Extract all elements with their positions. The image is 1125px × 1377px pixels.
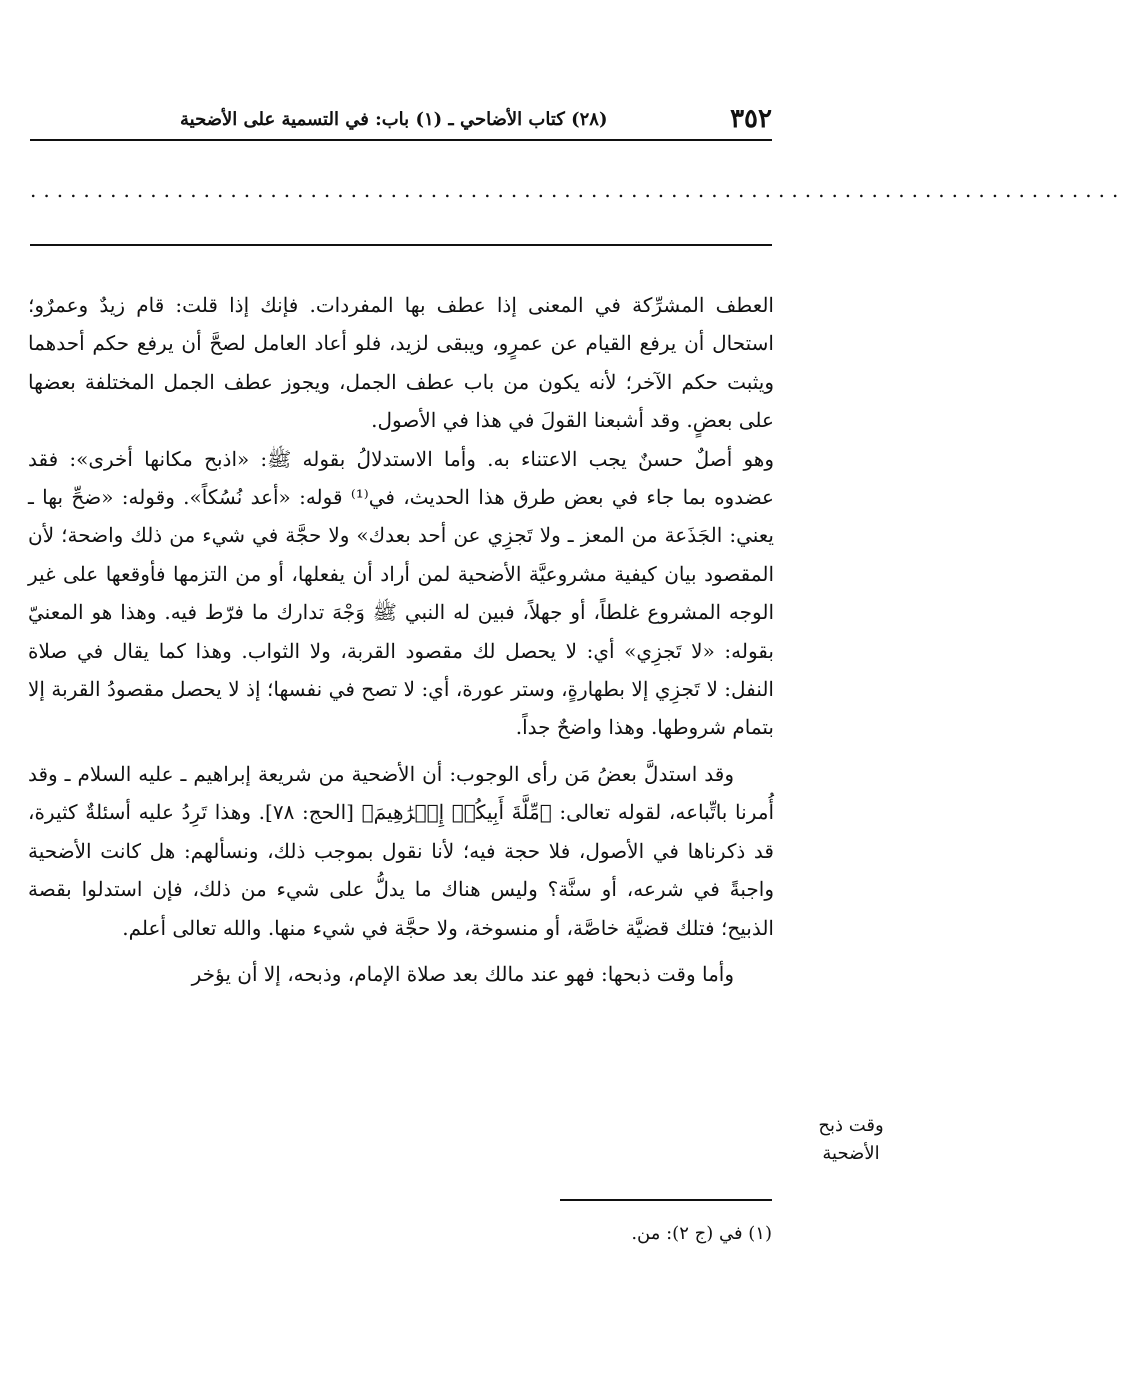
footnote: (١) في (ج ٢): من. bbox=[631, 1223, 772, 1244]
section-rule bbox=[30, 244, 772, 246]
dotted-separator: .................................................................................. bbox=[30, 178, 1125, 202]
paragraph: وقد استدلَّ بعضُ مَن رأى الوجوب: أن الأضحية من شريعة إبراهيم ـ عليه السلام ـ وقد أُمرنا باتِّباعه، لقوله تعالى: ﴿مِّلَّةَ أَبِيكُمۡ إِبۡرَٰهِيمَ﴾ [الحج: ٧٨]. وهذا تَرِدُ عليه أسئلةٌ كثيرة، قد ذكرناها في الأصول، فلا حجة فيه؛ لأنا نقول بموجب ذلك، ونسألهم: هل كانت الأضحية واجبةً في شرعه، أو سنَّة؟ وليس هناك ما يدلُّ على شيء من ذلك، فإن استدلوا بقصة الذبيح؛ فتلك قضيَّة خاصَّة، أو منسوخة، ولا حجَّة في شيء منها. والله تعالى أعلم. bbox=[28, 761, 775, 940]
body-text bbox=[28, 286, 774, 993]
page-header bbox=[30, 104, 772, 138]
header-rule bbox=[30, 139, 772, 141]
paragraph: وأما وقت ذبحها: فهو عند مالك بعد صلاة الإمام، وذبحه، إلا أن يؤخر bbox=[191, 961, 734, 986]
running-title: (٢٨) كتاب الأضاحي ـ (١) باب: في التسمية على الأضحية bbox=[180, 109, 608, 130]
paragraph: وهو أصلٌ حسنٌ يجب الاعتناء به. وأما الاستدلالُ بقوله ﷺ: «اذبح مكانها أخرى»: فقد عضدوه بما جاء في بعض طرق هذا الحديث، في⁽¹⁾ قوله: «أعد نُسُكاً». وقوله: «ضحِّ بها ـ يعني: الجَذَعة من المعز ـ ولا تَجزِي عن أحد بعدك» ولا حجَّة في شيء من ذلك واضحة؛ لأن المقصود بيان كيفية مشروعيَّة الأضحية لمن أراد أن يفعلها، أو من التزمها فأوقعها على غير الوجه المشروع غلطاً، أو جهلاً، فبين له النبي ﷺ وَجْهَ تدارك ما فرّط فيه. وهذا هو المعنيّ بقوله: «لا تَجزِي» أي: لا يحصل لك مقصود القربة، ولا الثواب. وهذا كما يقال في صلاة النفل: لا تَجزِي إلا بطهارةٍ، وستر عورة، أي: لا تصح في نفسها؛ إذ لا يحصل مقصودُ القربة إلا بتمام شروطها. وهذا واضحٌ جداً. bbox=[28, 446, 774, 740]
margin-note: وقت ذبح الأضحية bbox=[818, 1115, 884, 1164]
page-number: ٣٥٢ bbox=[730, 104, 772, 134]
paragraph: العطف المشرِّكة في المعنى إذا عطف بها المفردات. فإنك إذا قلت: قام زيدٌ وعمرٌو؛ استحال أن يرفع القيام عن عمرٍو، ويبقى لزيد، فلو أعاد العامل لصحَّ أن يرفع حكم أحدهما ويثبت حكم الآخر؛ لأنه يكون من باب عطف الجمل، ويجوز عطف الجمل المختلفة بعضها على بعضٍ. وقد أشبعنا القولَ في هذا في الأصول. bbox=[28, 293, 774, 433]
footnote-rule bbox=[560, 1199, 772, 1201]
